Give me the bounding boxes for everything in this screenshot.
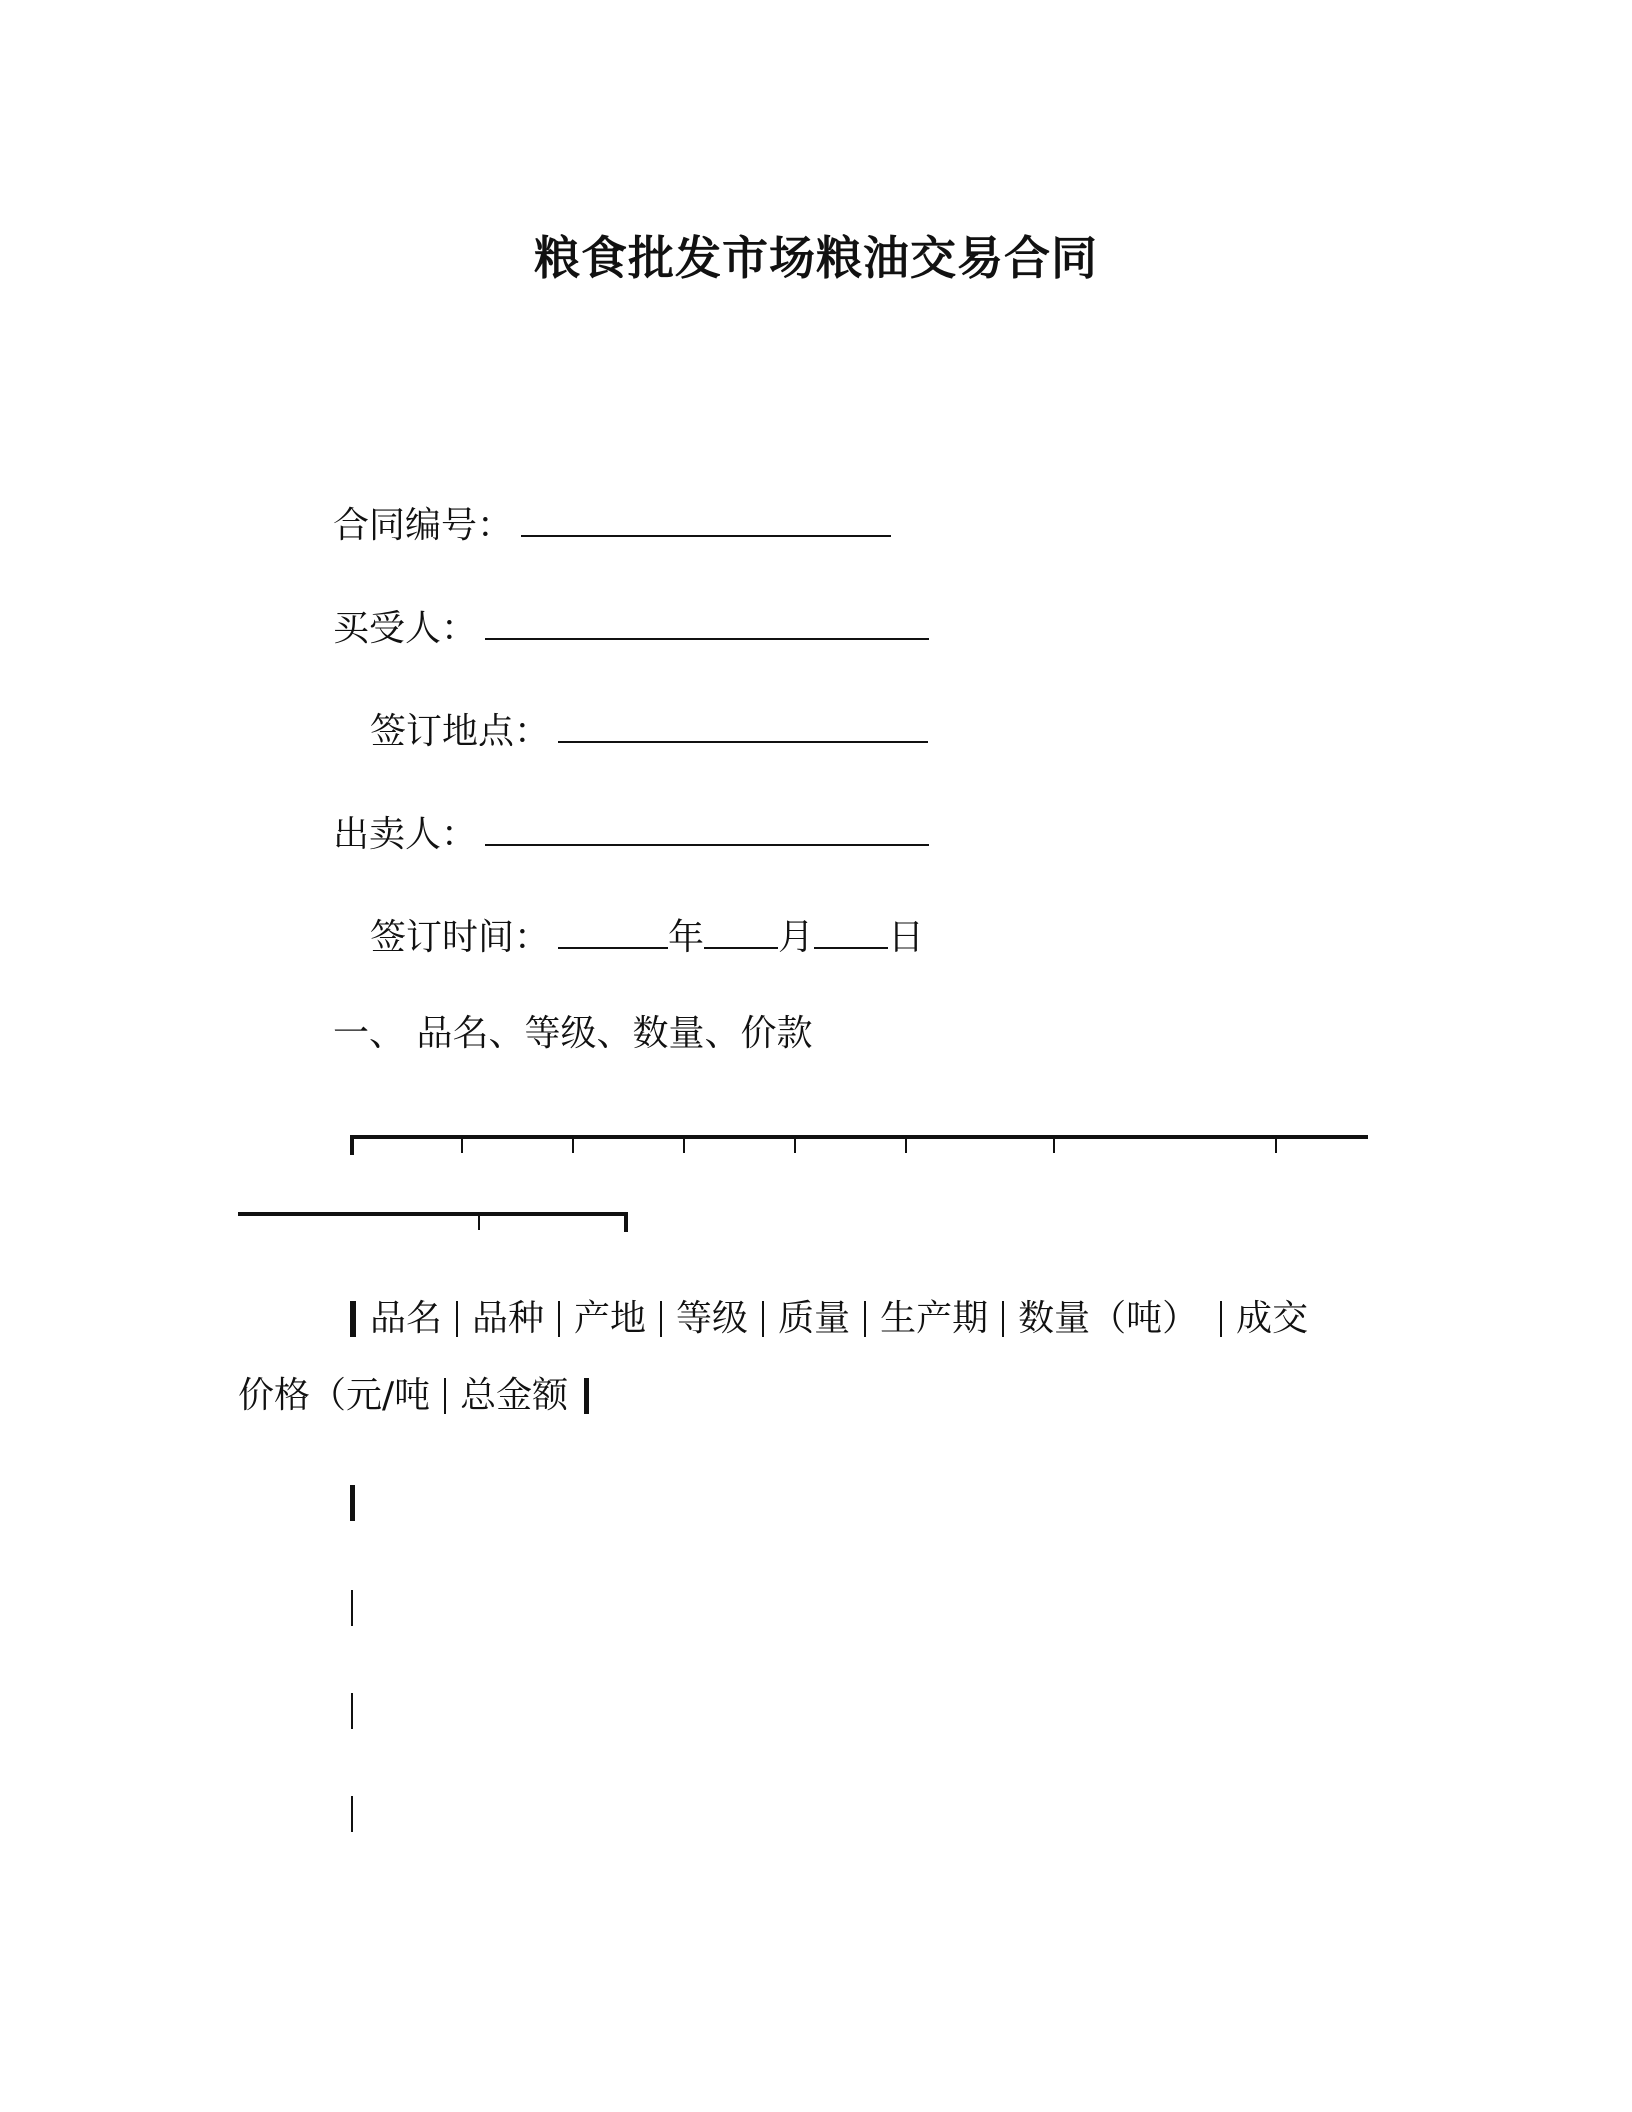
table-header-row-wrap: [238, 1374, 603, 1418]
day-blank[interactable]: [814, 909, 888, 949]
column-separator: [1002, 1301, 1004, 1337]
header-cell-variety: 品种: [472, 1298, 545, 1339]
table-top-tick-5: [905, 1135, 907, 1153]
contract-number-field: [333, 497, 891, 548]
buyer-field: [333, 600, 929, 651]
day-label: 日: [888, 917, 925, 958]
column-separator: [864, 1301, 866, 1337]
month-label: 月: [778, 917, 815, 958]
sign-place-label: 签订地点：: [370, 711, 551, 752]
table-top-line: [350, 1135, 1368, 1139]
month-blank[interactable]: [704, 909, 778, 949]
table-top-tick-3: [683, 1135, 685, 1153]
contract-number-blank[interactable]: [521, 497, 891, 537]
table-top-tick-6: [1053, 1135, 1055, 1153]
table-top-tick-1: [461, 1135, 463, 1153]
table-top-wrap-tick-end: [624, 1212, 628, 1232]
column-separator: [1220, 1301, 1222, 1337]
table-top-tick-7: [1275, 1135, 1277, 1153]
table-top-line-wrap: [238, 1212, 628, 1216]
table-row-border-3: [351, 1693, 353, 1729]
header-cell-price: 价格（元/吨: [238, 1375, 431, 1416]
year-label: 年: [668, 917, 705, 958]
table-row-border-4: [351, 1796, 353, 1832]
table-top-tick-2: [572, 1135, 574, 1153]
header-cell-deal: 成交: [1236, 1298, 1309, 1339]
column-separator: [456, 1301, 458, 1337]
sign-place-field: [370, 703, 928, 754]
table-top-wrap-tick-1: [478, 1212, 480, 1230]
table-row-border-2: [351, 1590, 353, 1626]
table-left-border: [350, 1301, 356, 1337]
document-title: 粮食批发市场粮油交易合同: [534, 231, 1098, 285]
seller-blank[interactable]: [485, 806, 929, 846]
table-top-tick-4: [794, 1135, 796, 1153]
seller-label: 出卖人：: [333, 814, 478, 855]
header-cell-production-date: 生产期: [880, 1298, 989, 1339]
column-separator: [762, 1301, 764, 1337]
header-cell-total-amount: 总金额: [460, 1375, 569, 1416]
header-cell-origin: 产地: [574, 1298, 647, 1339]
table-row-border-1: [350, 1485, 355, 1521]
contract-number-label: 合同编号：: [333, 505, 514, 546]
buyer-label: 买受人：: [333, 608, 478, 649]
column-separator: [660, 1301, 662, 1337]
header-cell-quantity: 数量（吨）: [1018, 1298, 1199, 1339]
table-header-row: [350, 1297, 1308, 1341]
sign-place-blank[interactable]: [558, 703, 928, 743]
sign-time-field: [370, 909, 924, 960]
table-right-border: [584, 1378, 589, 1414]
header-cell-quality: 质量: [778, 1298, 851, 1339]
sign-time-label: 签订时间：: [370, 917, 551, 958]
column-separator: [444, 1378, 446, 1414]
header-cell-name: 品名: [370, 1298, 443, 1339]
buyer-blank[interactable]: [485, 600, 929, 640]
column-separator: [558, 1301, 560, 1337]
section-1-heading: 一、 品名、等级、数量、价款: [333, 1013, 813, 1054]
year-blank[interactable]: [558, 909, 668, 949]
header-cell-grade: 等级: [676, 1298, 749, 1339]
seller-field: [333, 806, 929, 857]
table-top-tick-0: [350, 1135, 354, 1155]
